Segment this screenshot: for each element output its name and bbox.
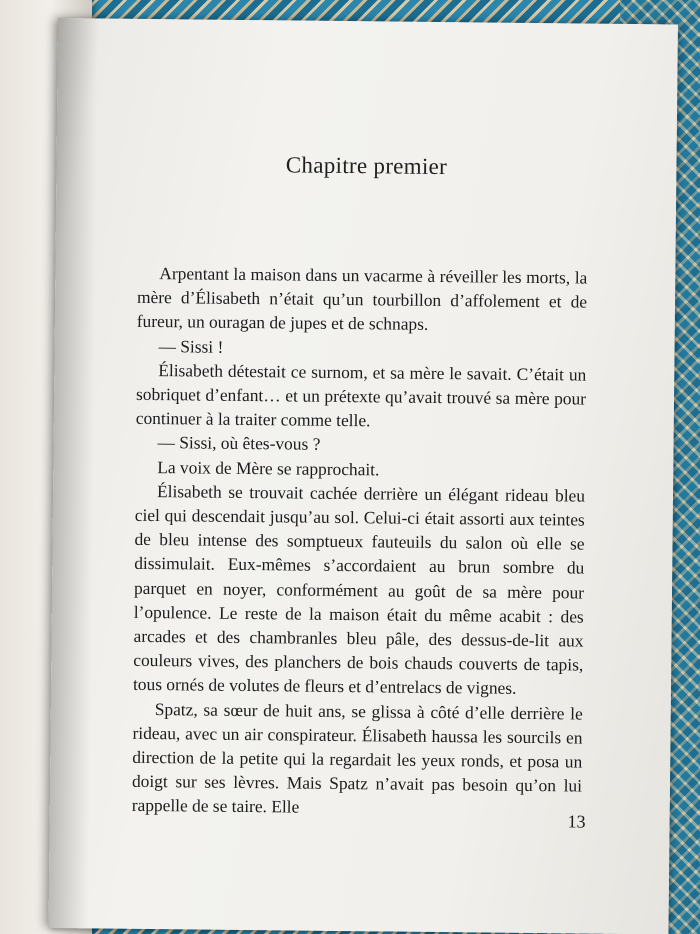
chapter-text [132, 261, 588, 822]
chapter-title: Chapitre premier [285, 152, 448, 180]
paragraph: Arpentant la maison dans un vacarme à réveiller les morts, la mère d’Élisabeth n’était qu’un tourbillon d’affolement et de fureur, un ouragan de jupes et de schnaps. [136, 263, 588, 335]
dialogue-line: — Sissi ! [158, 335, 224, 357]
paragraph: Élisabeth se trouvait cachée derrière un élégant rideau bleu ciel qui descendait jusqu’au sol. Celui-ci était assorti aux teintes de bleu intense des somptueux fauteuils du salon où elle se dissimulait. Eux-mêmes s’accordaient au brun sombre du parquet en noyer, conformément au goût de sa mère pour l’opulence. Le reste de la maison était du même acabit : des arcades et des chambranles bleu pâle, des dessus-de-lit aux couleurs vives, des planchers de bois chauds couverts de tapis, tous ornés de volutes de fleurs et d’entrelacs de vignes. [132, 480, 586, 699]
paragraph: Spatz, sa sœur de huit ans, se glissa à côté d’elle derrière le rideau, avec un air conspirateur. Élisabeth haussa les sourcils en direction de la petite qui la regardait les yeux ronds, et posa un doigt sur ses lèvres. Mais Spatz n’avait pas besoin qu’on lui rappelle de se taire. Elle [131, 698, 583, 818]
paragraph: La voix de Mère se rapprochait. [157, 456, 380, 480]
book-page [48, 18, 677, 934]
paragraph: Élisabeth détestait ce surnom, et sa mère le savait. C’était un sobriquet d’enfant… et un prétexte qu’avait trouvé sa mère pour continuer à la traiter comme telle. [135, 359, 587, 431]
page-number: 13 [567, 811, 586, 832]
dialogue-line: — Sissi, où êtes-vous ? [157, 432, 321, 455]
